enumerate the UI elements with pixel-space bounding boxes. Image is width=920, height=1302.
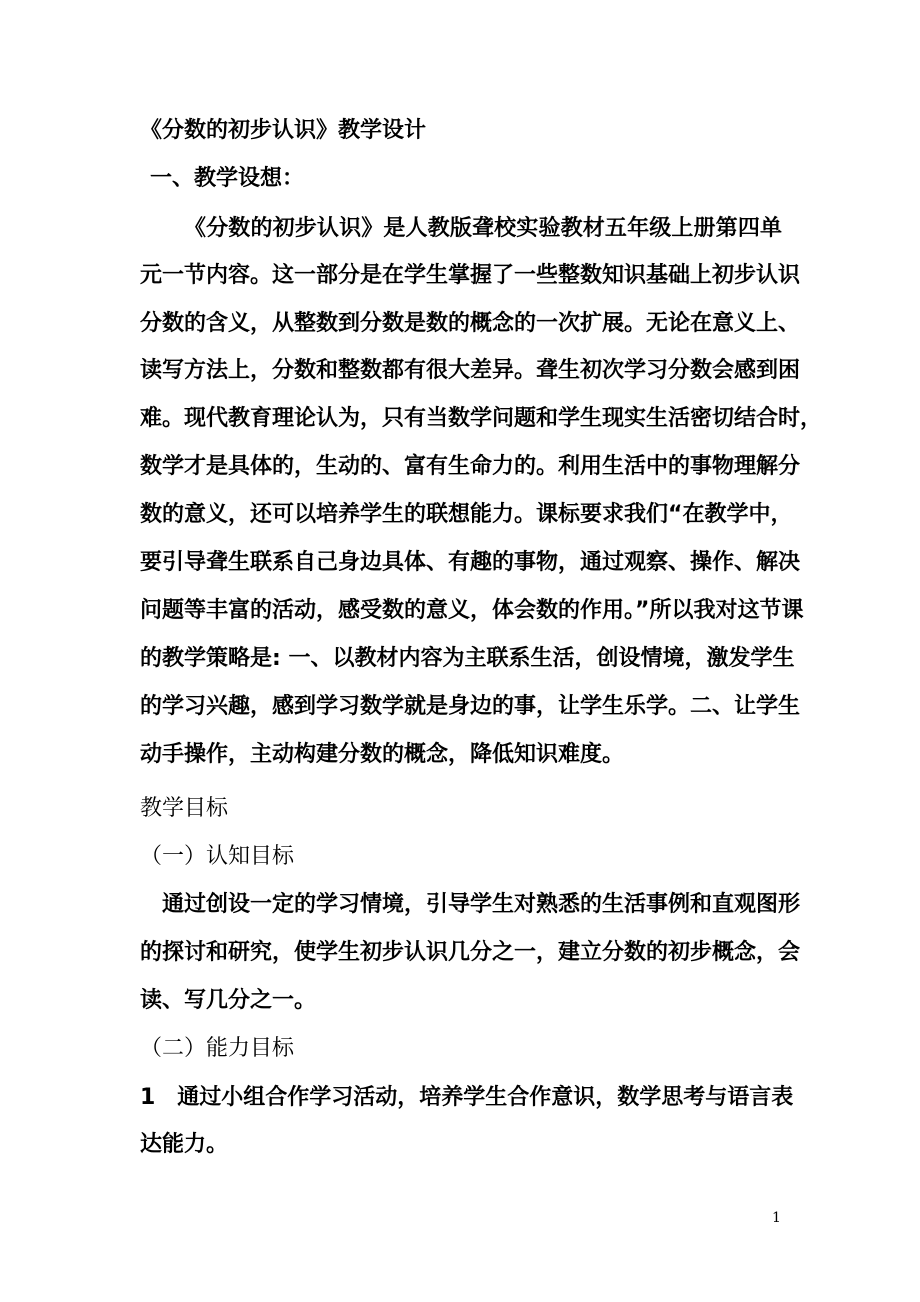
goals-heading: 教学目标 bbox=[140, 796, 229, 821]
paragraph-line: 读写方法上，分数和整数都有很大差异。聋生初次学习分数会感到困 bbox=[140, 358, 801, 383]
paragraph-line: 的探讨和研究，使学生初步认识几分之一，建立分数的初步概念，会 bbox=[140, 940, 801, 965]
paragraph-line: 的学习兴趣，感到学习数学就是身边的事，让学生乐学。二、让学生 bbox=[140, 694, 801, 719]
paragraph-line: 1 通过小组合作学习活动，培养学生合作意识，数学思考与语言表 bbox=[140, 1085, 794, 1110]
paragraph-line: 要引导聋生联系自己身边具体、有趣的事物，通过观察、操作、解决 bbox=[140, 550, 801, 575]
paragraph-line: 难。现代教育理论认为，只有当数学问题和学生现实生活密切结合时， bbox=[140, 406, 823, 431]
paragraph-line: 读、写几分之一。 bbox=[140, 988, 317, 1013]
ability-goals-heading: （二）能力目标 bbox=[140, 1036, 295, 1061]
section-heading-teaching-concept: 一、教学设想： bbox=[150, 166, 305, 191]
cognitive-goals-heading: （一）认知目标 bbox=[140, 844, 295, 869]
paragraph-line: 分数的含义，从整数到分数是数的概念的一次扩展。无论在意义上、 bbox=[140, 311, 801, 336]
document-title: 《分数的初步认识》教学设计 bbox=[140, 118, 427, 143]
paragraph-line: 达能力。 bbox=[140, 1132, 229, 1157]
paragraph-line: 的教学策略是: 一、以教材内容为主联系生活，创设情境，激发学生 bbox=[140, 646, 795, 671]
paragraph-line: 数的意义，还可以培养学生的联想能力。课标要求我们“在教学中， bbox=[140, 502, 793, 527]
paragraph-line: 通过创设一定的学习情境，引导学生对熟悉的生活事例和直观图形 bbox=[162, 892, 801, 917]
page-number: 1 bbox=[772, 1210, 781, 1226]
paragraph-line: 数学才是具体的，生动的、富有生命力的。利用生活中的事物理解分 bbox=[140, 454, 801, 479]
paragraph-line: 问题等丰富的活动，感受数的意义，体会数的作用。”所以我对这节课 bbox=[140, 598, 804, 623]
paragraph-line: 《分数的初步认识》是人教版聋校实验教材五年级上册第四单 bbox=[184, 216, 782, 241]
paragraph-line: 动手操作，主动构建分数的概念，降低知识难度。 bbox=[140, 742, 625, 767]
paragraph-line: 元一节内容。这一部分是在学生掌握了一些整数知识基础上初步认识 bbox=[140, 263, 801, 288]
